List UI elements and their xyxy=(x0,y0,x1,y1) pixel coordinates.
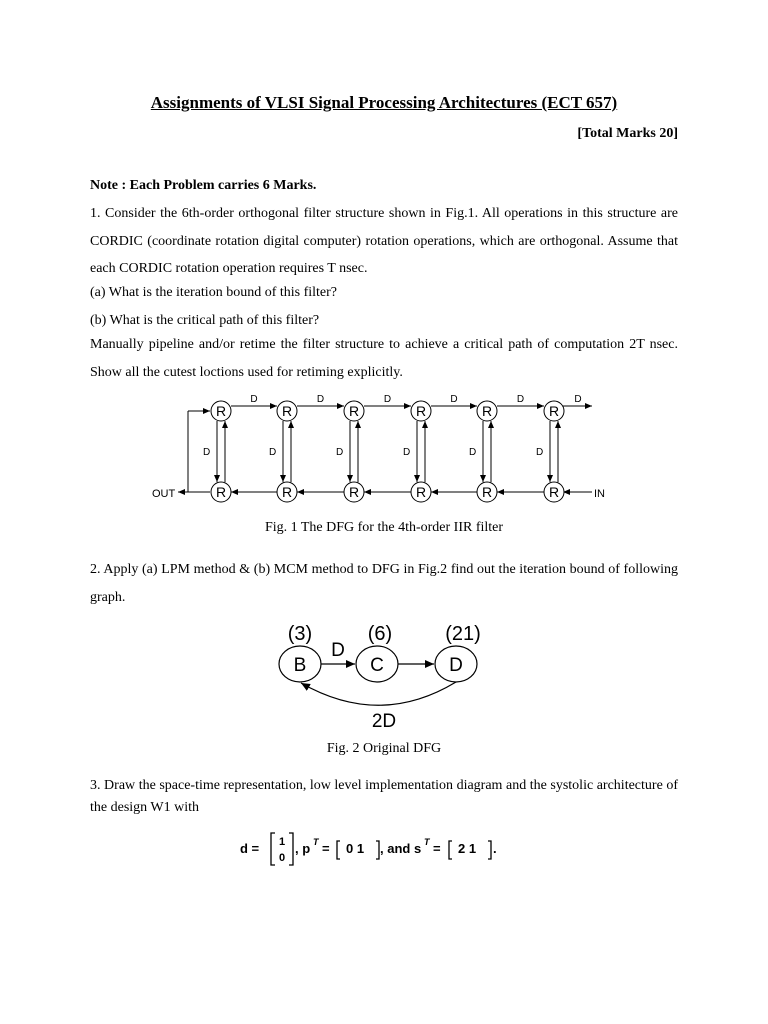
svg-text:=: = xyxy=(433,841,441,856)
rotator-label: R xyxy=(415,484,427,500)
vertical-delay-label: D xyxy=(469,447,477,458)
top-delay-label: D xyxy=(574,394,582,405)
rotator-label: R xyxy=(281,484,293,500)
vertical-delay-label: D xyxy=(203,447,211,458)
fig2-caption: Fig. 2 Original DFG xyxy=(326,741,442,756)
top-delay-label: D xyxy=(383,394,392,405)
node-c-label: C xyxy=(370,655,384,676)
node-d-label: D xyxy=(449,655,463,676)
top-delay-label: D xyxy=(450,394,458,405)
rotator-label: R xyxy=(415,403,427,419)
eq-p-sup: T xyxy=(313,837,319,847)
eq-s-vector: 2 1 xyxy=(458,841,477,856)
svg-text:.: . xyxy=(493,841,497,856)
vertical-delay-label: D xyxy=(536,447,544,458)
svg-text:=: = xyxy=(322,841,330,856)
rotator-label: R xyxy=(548,403,560,419)
eq-d-top: 1 xyxy=(278,836,286,848)
total-marks: [Total Marks 20] xyxy=(577,126,678,141)
rotator-label: R xyxy=(348,403,360,419)
edge-b-c-delay: D xyxy=(331,640,345,661)
eq-p-vector: 0 1 xyxy=(346,841,365,856)
eq-d-bottom: 0 xyxy=(278,852,286,864)
rotator-label: R xyxy=(215,403,227,419)
node-b-time: (3) xyxy=(287,623,313,645)
vertical-delay-label: D xyxy=(403,447,411,458)
eq-s-sup: T xyxy=(424,837,430,847)
edge-d-b-delay: 2D xyxy=(371,711,397,732)
fig1-out-label: OUT xyxy=(152,488,176,500)
rotator-label: R xyxy=(481,484,493,500)
eq-p-label: , p xyxy=(295,841,311,856)
fig1-in-label: IN xyxy=(594,488,605,500)
fig1-caption: Fig. 1 The DFG for the 4th-order IIR filter xyxy=(264,520,504,535)
eq-d-label: d = xyxy=(240,841,260,856)
vertical-delay-label: D xyxy=(269,447,277,458)
top-delay-label: D xyxy=(316,394,325,405)
rotator-label: R xyxy=(348,484,360,500)
question-1-text: 1. Consider the 6th-order orthogonal filter structure shown in Fig.1. All operations in this structure are CORDIC (coordinate rotation digital computer) rotation operations, which are orthogonal. Assume that each CORDIC rotation operation requires T nsec. xyxy=(90,206,678,276)
top-delay-label: D xyxy=(516,394,525,405)
marks-note: Note : Each Problem carries 6 Marks. xyxy=(90,178,317,193)
question-2-text: 2. Apply (a) LPM method & (b) MCM method to DFG in Fig.2 find out the iteration bound of following graph. xyxy=(90,562,678,605)
rotator-label: R xyxy=(281,403,293,419)
node-c-time: (6) xyxy=(367,623,393,645)
question-3-text: 3. Draw the space-time representation, low level implementation diagram and the systolic architecture of the design W1 with xyxy=(90,778,678,815)
assignment-title: Assignments of VLSI Signal Processing Architectures (ECT 657) xyxy=(150,93,618,112)
vertical-delay-label: D xyxy=(336,447,344,458)
rotator-label: R xyxy=(548,484,560,500)
rotator-label: R xyxy=(215,484,227,500)
node-b-label: B xyxy=(293,655,307,676)
question-1b: (b) What is the critical path of this filter? xyxy=(90,313,320,328)
rotator-label: R xyxy=(481,403,493,419)
question-1-pipeline: Manually pipeline and/or retime the filter structure to achieve a critical path of computation 2T nsec. Show all the cutest loctions used for retiming explicitly. xyxy=(90,337,678,380)
eq-s-label: , and s xyxy=(380,841,422,856)
node-d-time: (21) xyxy=(445,623,481,645)
top-delay-label: D xyxy=(250,394,258,405)
question-1a: (a) What is the iteration bound of this filter? xyxy=(90,285,338,300)
